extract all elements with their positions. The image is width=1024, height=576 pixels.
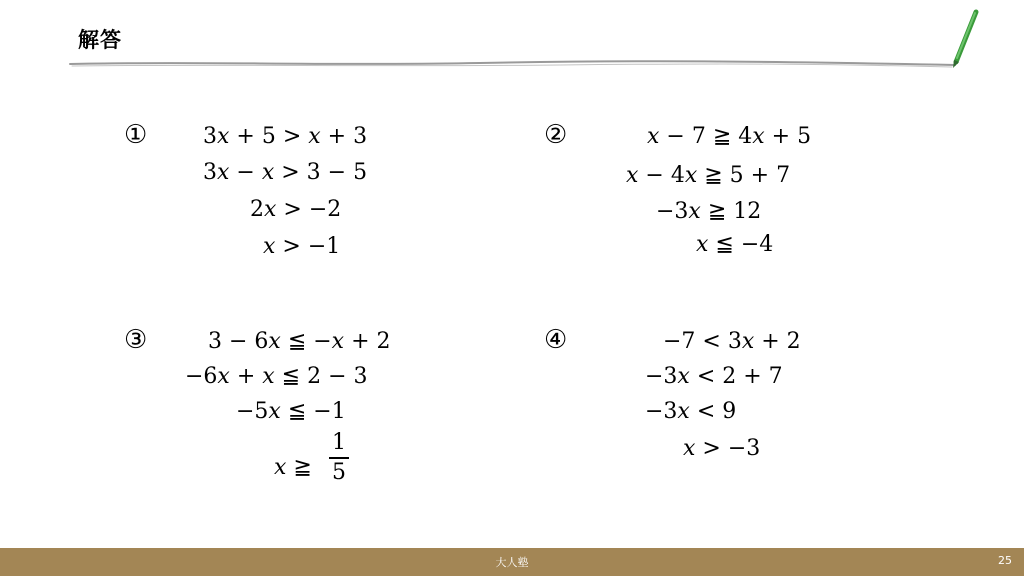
problem-1-marker: ① [124,120,148,150]
problem-4-line-2: −3𝑥 < 2 + 7 [645,364,783,389]
problem-3-line-3: −5𝑥 ≦ −1 [236,399,346,424]
problem-2-line-3: −3𝑥 ≧ 12 [656,199,762,224]
problem-3-fraction [329,431,349,485]
fraction-denominator: 5 [332,459,346,485]
problem-3-marker: ③ [124,325,148,355]
problem-1-line-1: 3𝑥 + 5 > 𝑥 + 3 [203,124,368,149]
problem-2-line-4: 𝑥 ≦ −4 [696,232,774,257]
problem-2-line-1: 𝑥 − 7 ≧ 4𝑥 + 5 [647,124,812,149]
page-number: 25 [998,554,1012,567]
problem-2-line-2: 𝑥 − 4𝑥 ≧ 5 + 7 [626,163,791,188]
problem-2-marker: ② [544,120,568,150]
footer-brand: 大人塾 [495,556,529,569]
fraction-numerator: 1 [332,430,346,455]
problem-1-line-2: 3𝑥 − 𝑥 > 3 − 5 [203,160,368,185]
pencil-icon [953,12,976,68]
problem-4-line-1: −7 < 3𝑥 + 2 [663,329,801,354]
footer-bar [0,548,1024,576]
title-underline [0,0,1024,80]
problem-4-line-4: 𝑥 > −3 [683,436,761,461]
slide-title: 解答 [78,28,122,52]
problem-4-marker: ④ [544,325,568,355]
problem-4-line-3: −3𝑥 < 9 [645,399,737,424]
problem-1-line-3: 2𝑥 > −2 [250,197,342,222]
problem-3-line-1: 3 − 6𝑥 ≦ −𝑥 + 2 [208,329,391,354]
problem-1-line-4: 𝑥 > −1 [263,234,341,259]
problem-3-line-4: 𝑥 ≧ [274,455,312,480]
problem-3-line-2: −6𝑥 + 𝑥 ≦ 2 − 3 [185,364,368,389]
fraction-bar [329,457,349,459]
